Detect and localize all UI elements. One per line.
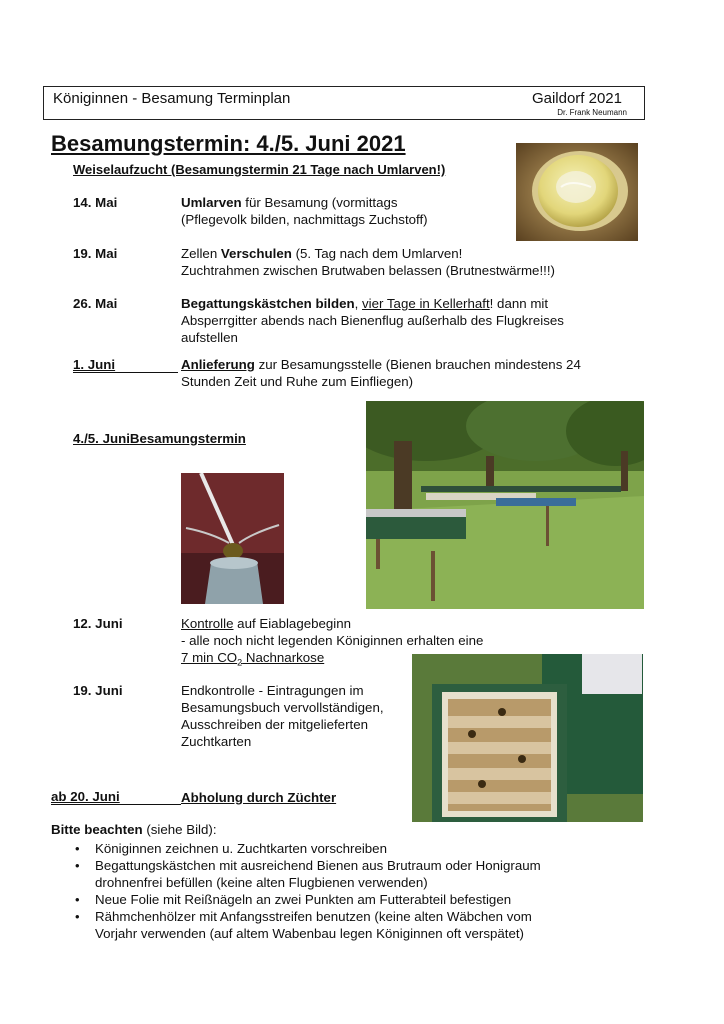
date-besamung: 4./5. JuniBesamungstermin [73,431,246,446]
mating-box-photo [412,654,643,822]
date-1-juni: 1. Juni [73,357,116,372]
header-author: Dr. Frank Neumann [557,108,627,117]
list-item: • Begattungskästchen mit ausreichend Bienen aus Brutraum oder Honigraum drohnenfrei befüllen (keine alten Flugbienen verwenden) [75,857,541,891]
date-ab-20-juni-underline [51,804,181,805]
schedule-item-abholung: Abholung durch Züchter [181,790,337,805]
date-19-mai: 19. Mai [73,246,118,261]
schedule-item-kontrolle: Kontrolle auf Eiablagebeginn - alle noch nicht legenden Königinnen erhalten eine 7 $\min CO_2$ Nachnarkose [181,616,484,668]
queen-cell-photo [516,143,638,241]
list-item: • Neue Folie mit Reißnägeln an zwei Punkten am Futterabteil befestigen [75,891,541,908]
notes-list [75,840,541,942]
date-19-juni: 19. Juni [73,683,123,698]
insemination-photo [181,473,284,604]
schedule-item-anlieferung: Anlieferung zur Besamungsstelle (Bienen brauchen mindestens 24 Stunden Zeit und Ruhe zum Einfliegen) [181,357,581,389]
page-subtitle: Weiselaufzucht (Besamungstermin 21 Tage nach Umlarven!) [73,162,446,177]
schedule-item-endkontrolle: Endkontrolle - Eintragungen im Besamungsbuch vervollständigen, Ausschreiben der mitgelieferten Zuchtkarten [181,683,384,749]
header-location: Gaildorf 2021 [531,90,622,107]
header-box [43,86,645,120]
orchard-hives-photo [366,401,644,609]
date-26-mai: 26. Mai [73,296,118,311]
date-12-juni: 12. Juni [73,616,123,631]
schedule-item-verschulen: Zellen Verschulen (5. Tag nach dem Umlarven! Zuchtrahmen zwischen Brutwaben belassen (Brutnestwärme!!!) [181,246,555,278]
schedule-item-umlarven: Umlarven für Besamung (vormittags (Pflegevolk bilden, nachmittags Zuchstoff) [181,195,428,227]
list-item: • Königinnen zeichnen u. Zuchtkarten vorschreiben [75,840,541,857]
page-title: Besamungstermin: 4./5. Juni 2021 [51,131,406,156]
date-14-mai: 14. Mai [73,195,118,210]
date-1-juni-underline [73,372,178,373]
date-ab-20-juni: ab 20. Juni [51,789,120,804]
notes-heading: Bitte beachten (siehe Bild): [51,822,217,837]
header-title: Königinnen - Besamung Terminplan [53,90,291,107]
list-item: • Rähmchenhölzer mit Anfangsstreifen benutzen (keine alten Wäbchen vom Vorjahr verwenden (auf altem Wabenbau legen Königinnen oft verspätet) [75,908,541,942]
schedule-item-begattung: Begattungskästchen bilden, vier Tage in Kellerhaft! dann mit Absperrgitter abends nach Bienenflug außerhalb des Flugkreises aufstellen [181,296,564,345]
